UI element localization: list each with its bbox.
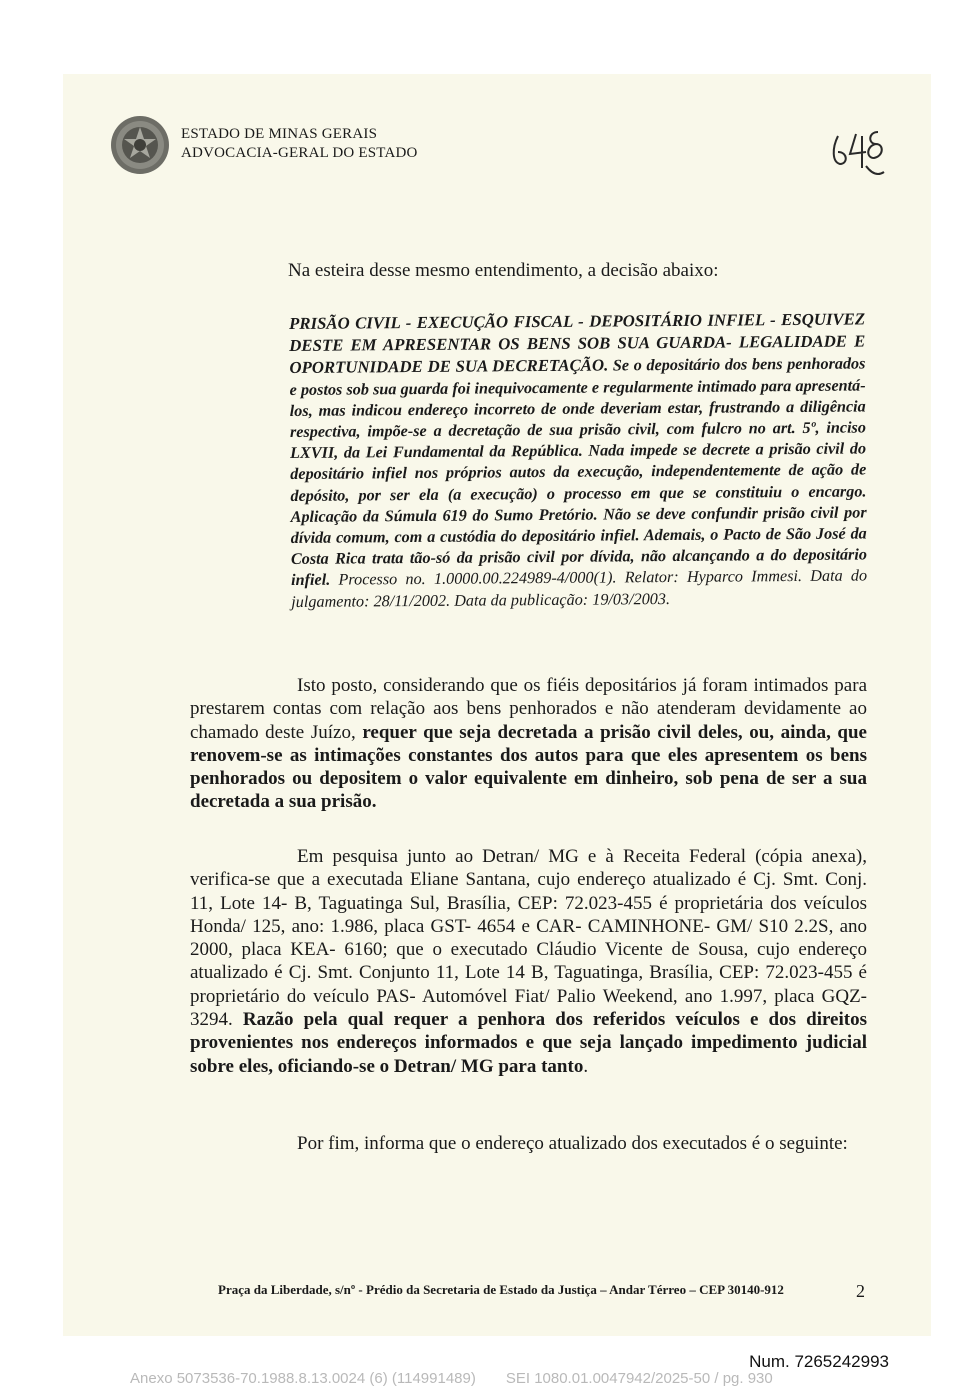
handwritten-folio-number (826, 118, 886, 188)
quotation-headnote: PRISÃO CIVIL - EXECUÇÃO FISCAL - DEPOSITÁRIO INFIEL - ESQUIVEZ DESTE EM APRESENTAR OS BENS SOB SUA GUARDA- LEGALIDADE E OPORTUNIDADE DE SUA DECRETAÇÃO. (289, 309, 866, 378)
paragraph-updated-address: Por fim, informa que o endereço atualizado dos executados é o seguinte: (297, 1133, 848, 1154)
state-coat-of-arms-seal (108, 113, 172, 177)
paragraph-request-arrest (190, 674, 867, 814)
page-number: 2 (856, 1281, 865, 1301)
annex-watermark (130, 1370, 773, 1387)
paragraph-bold-request: Razão pela qual requer a penhora dos referidos veículos e dos direitos provenientes nos endereços informados e que seja lançado impedimento judicial sobre eles, oficiando-se o Detran/ MG para tanto (190, 1009, 867, 1077)
intro-sentence: Na esteira desse mesmo entendimento, a decisão abaixo: (288, 260, 719, 281)
header-state-name: ESTADO DE MINAS GERAIS (181, 126, 378, 142)
quotation-citation: Processo no. 1.0000.00.224989-4/000(1). Relator: Hyparco Immesi. Data do julgamento: 28/11/2002. Data da publicação: 19/03/2003. (291, 566, 868, 611)
document-number-stamp: Num. 7265242993 (749, 1352, 889, 1371)
footer-address: Praça da Liberdade, s/nº - Prédio da Secretaria de Estado da Justiça – Andar Térreo – CEP 30140-912 (218, 1282, 784, 1297)
sei-reference: SEI 1080.01.0047942/2025-50 / pg. 930 (505, 1370, 773, 1387)
quotation-body: Se o depositário dos bens penhorados e postos sob sua guarda foi inequivocamente e regularmente intimado para apresentá-los, mas indicou endereço incorreto de onde deveriam estar, frustrando a diligência respectiva, impõe-se a decretação de sua prisão civil, com fulcro no art. 5º, inciso LXVII, da Lei Fundamental da República. Nada impede se decrete a prisão civil do depositário infiel nos próprios autos da execução, independentemente de ação de depósito, por ser ela (a execução) o processo em que se constituiu o encargo. Aplicação da Súmula 619 do Sumo Pretório. Não se deve confundir prisão civil por dívida comum, com a custódia do depositário infiel. Ademais, o Pacto de São José da Costa Rica trata tão-só da prisão civil por dívida, não alcançando a do depositário infiel. (289, 354, 867, 590)
header-agency-name: ADVOCACIA-GERAL DO ESTADO (181, 145, 418, 161)
case-law-quotation (289, 308, 867, 612)
paragraph-vehicle-search: Em pesquisa junto ao Detran/ MG e à Receita Federal (cópia anexa), verifica-se que a executada Eliane Santana, cujo endereço atualizado é Cj. Smt. Conj. 11, Lote 14- B, Taguatinga Sul, Brasília, CEP: 72.023-455 é proprietária dos veículos Honda/ 125, ano: 1.986, placa GST- 4654 e CAR- CAMINHONE- GM/ S10 2.2S, ano 2000, placa KEA- 6160; que o executado Cláudio Vicente de Sousa, cujo endereço atualizado é Cj. Smt. Conjunto 11, Lote 14 B, Taguatinga, Brasília, CEP: 72.023-455 é proprietário do veículo PAS- Automóvel Fiat/ Palio Weekend, ano 1.997, placa GQZ- 3294. Razão pela qual requer a penhora dos referidos veículos e dos direitos provenientes nos endereços informados e que seja lançado impedimento judicial sobre eles, oficiando-se o Detran/ MG para tanto. (190, 846, 867, 1077)
paragraph-text: Isto posto, considerando que os fiéis depositários já foram intimados para prestarem contas com relação aos bens penhorados e não atenderam devidamente ao chamado deste Juízo, (190, 675, 867, 743)
annex-reference: Anexo 5073536-70.1988.8.13.0024 (6) (114991489) (130, 1370, 476, 1387)
paragraph-text: Em pesquisa junto ao Detran/ MG e à Receita Federal (cópia anexa), verifica-se que a executada Eliane Santana, cujo endereço atualizado é Cj. Smt. Conj. 11, Lote 14- B, Taguatinga Sul, Brasília, CEP: 72.023-455 é proprietária dos veículos Honda/ 125, ano: 1.986, placa GST- 4654 e CAR- CAMINHONE- GM/ S10 2.2S, ano 2000, placa KEA- 6160; que o executado Cláudio Vicente de Sousa, cujo endereço atualizado é Cj. Smt. Conjunto 11, Lote 14 B, Taguatinga, Brasília, CEP: 72.023-455 é proprietário do veículo PAS- Automóvel Fiat/ Palio Weekend, ano 1.997, placa GQZ- 3294. (190, 846, 867, 1031)
paragraph-bold-request: requer que seja decretada a prisão civil deles, ou, ainda, que renovem-se as intimações constantes dos autos para que eles apresentem os bens penhorados ou depositem o valor equivalente em dinheiro, sob pena de ser a sua decretada a sua prisão. (190, 721, 867, 813)
